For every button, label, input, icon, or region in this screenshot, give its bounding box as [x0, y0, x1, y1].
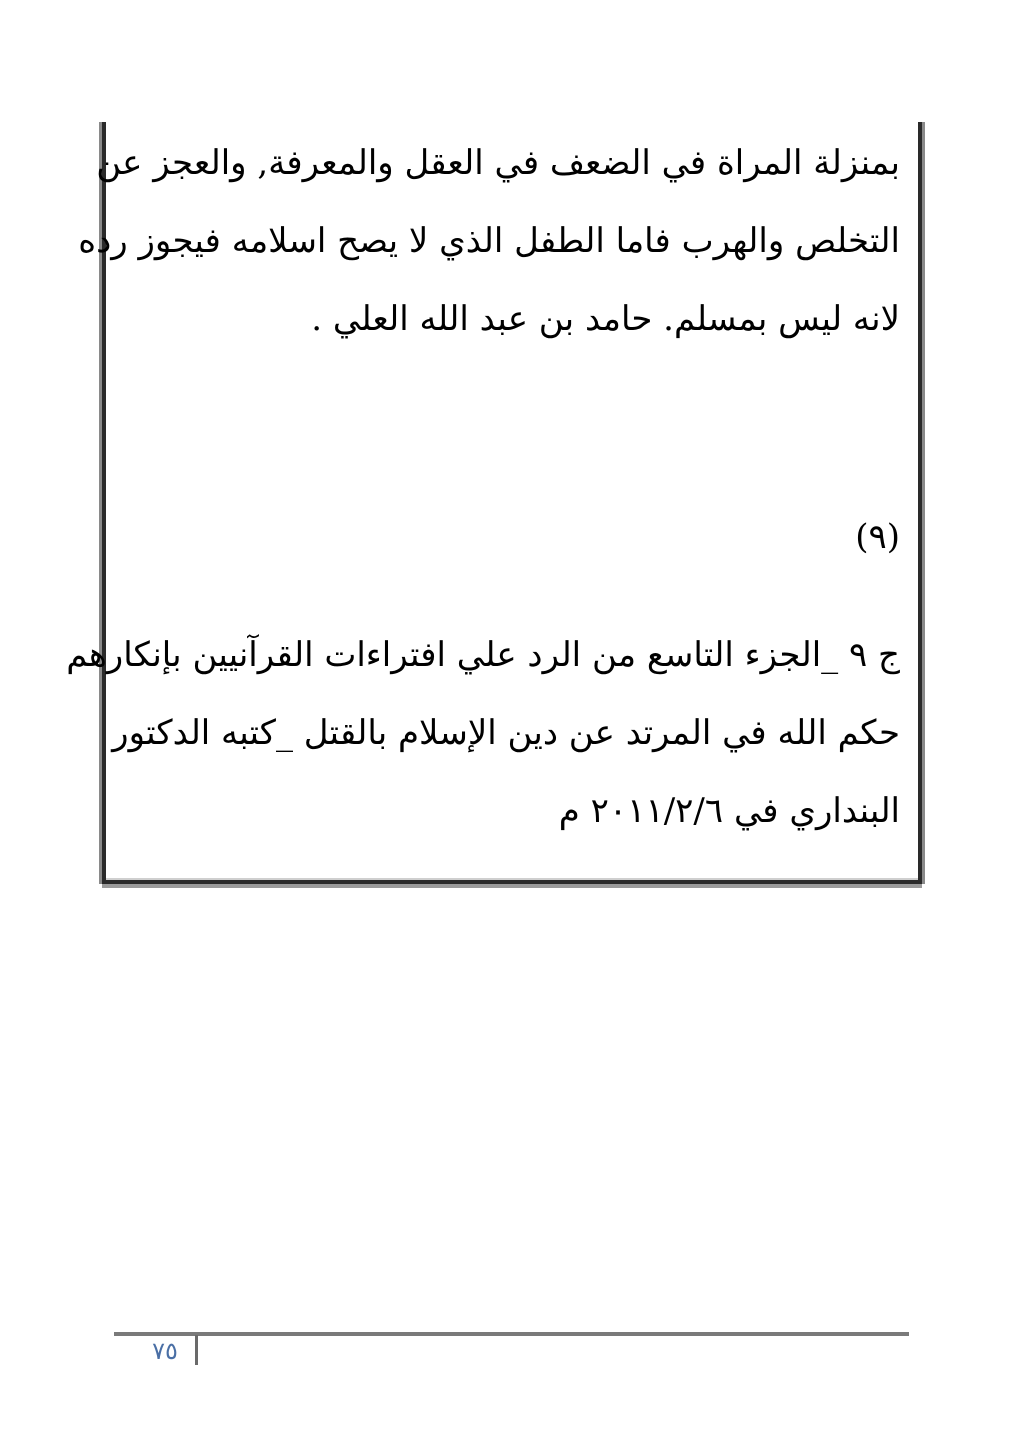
footer-divider: [195, 1335, 198, 1365]
text-line-2: التخلص والهرب فاما الطفل الذي لا يصح اسلامه فيجوز رده: [78, 221, 900, 261]
text-line-4: ج ٩ _الجزء التاسع من الرد علي افتراءات القرآنيين بإنكارهم: [66, 635, 900, 675]
text-line-5: حكم الله في المرتد عن دين الإسلام بالقتل _كتبه الدكتور: [112, 713, 900, 753]
page-number: ٧٥: [152, 1337, 178, 1365]
text-frame: [66, 122, 922, 884]
footer-rule: [114, 1332, 909, 1336]
text-line-1: بمنزلة المراة في الضعف في العقل والمعرفة, والعجز عن: [96, 143, 900, 183]
document-body: [66, 122, 900, 880]
section-number: (٩): [855, 517, 900, 557]
text-line-6: البنداري في ٢٠١١/٢/٦ م: [558, 791, 900, 831]
text-line-3: لانه ليس بمسلم. حامد بن عبد الله العلي .: [311, 299, 900, 339]
